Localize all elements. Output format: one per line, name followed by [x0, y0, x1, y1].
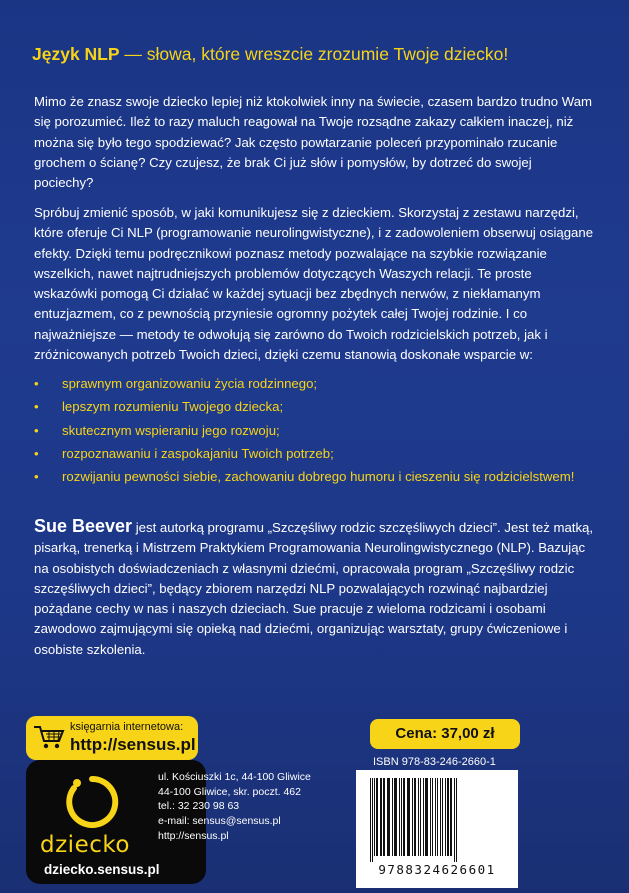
bookstore-label: księgarnia internetowa: — [70, 721, 184, 733]
barcode-bar — [403, 778, 405, 856]
price-badge: Cena: 37,00 zł — [370, 719, 520, 749]
barcode-bars — [366, 778, 508, 862]
barcode-bar — [425, 778, 428, 856]
benefit-item: • rozwijaniu pewności siebie, zachowaniu dobrego humoru i cieszeniu się rodzicielstwem! — [34, 467, 594, 487]
author-bio — [34, 516, 594, 660]
publisher-address — [158, 770, 348, 844]
barcode-digits: 9788324626601 — [378, 862, 496, 877]
barcode-bar — [432, 778, 433, 856]
barcode-bar — [383, 778, 385, 856]
dziecko-ring-logo-icon — [64, 774, 120, 830]
bookstore-url-link[interactable]: http://sensus.pl — [70, 735, 196, 754]
phone-line: tel.: 32 230 98 63 — [158, 800, 240, 813]
barcode-bar — [423, 778, 424, 856]
barcode-bar — [456, 778, 457, 862]
author-bio-text: jest autorką programu „Szczęśliwy rodzic szczęśliwych dzieci”. Jest też matką, pisarką, trenerką i Mistrzem Praktykiem Programowania Neurolingwistycznego (NLP). Bazując na osobistych doświadczeniach z własnymi dziećmi, opracowała program „Szczęśliwy rodzic szczęśliwych dzieci”, będący zbiorem narzędzi NLP pozwalających rozwinąć najbardziej pożądane cechy w nas i naszych dzieciach. Sue pracuje z wieloma rodzicami i osobami zawodowo zajmującymi się opieką nad dziećmi, organizując warsztaty, grupy ćwiczeniowe i osobiste szkolenia. — [34, 520, 594, 657]
barcode-bar — [442, 778, 443, 856]
barcode-bar — [447, 778, 449, 856]
benefit-item: • sprawnym organizowaniu życia rodzinnego; — [34, 374, 594, 394]
barcode-bar — [414, 778, 416, 856]
barcode-bar — [376, 778, 378, 856]
barcode-bar — [407, 778, 410, 856]
website-line: http://sensus.pl — [158, 829, 229, 842]
barcode — [356, 770, 518, 888]
headline-rest: — słowa, które wreszcie zrozumie Twoje dziecko! — [119, 44, 509, 64]
barcode-bar — [437, 778, 438, 856]
headline-bold: Język NLP — [32, 44, 120, 64]
intro-paragraph: Mimo że znasz swoje dziecko lepiej niż ktokolwiek inny na świecie, czasem bardzo trudno Wam się porozumieć. Ileż to razy maluch reagował na Twoje rozsądne zakazy całkiem inaczej, niż można się było tego spodziewać? Jak często powtarzanie poleceń przypominało rzucanie grochem o ścianę? Czy czujesz, że brak Ci już słów i pomysłów, by dotrzeć do swojej pociechy? — [34, 94, 593, 191]
benefits-list — [34, 374, 594, 490]
logo-wordmark: dziecko — [40, 832, 130, 858]
barcode-bar — [418, 778, 419, 856]
barcode-bar — [412, 778, 413, 856]
barcode-bar — [399, 778, 400, 856]
isbn-number: ISBN 978-83-246-2660-1 — [373, 756, 496, 768]
barcode-bar — [430, 778, 431, 856]
barcode-bar — [387, 778, 390, 856]
barcode-bar — [454, 778, 455, 862]
description-paragraph: Spróbuj zmienić sposób, w jaki komunikujesz się z dzieckiem. Skorzystaj z zestawu narzędzi, które oferuje Ci NLP (programowanie neurolingwistyczne), i z zadowoleniem obserwuj osiągane efekty. Dzięki temu podręcznikowi poznasz metody pozwalające na szybkie rozwiązanie wszelkich, nawet najtrudniejszych problemów dotyczących Waszych relacji. Te proste wskazówki pomogą Ci działać w każdej sytuacji bez zbędnych nerwów, z niekłamanym entuzjazmem, co z pewnością przyniesie ogromny pożytek całej Twojej rodzinie. I co najważniejsze — metody te odwołują się zarówno do Twoich rodzicielskich potrzeb, jak i zróżnicowanych potrzeb Twoich dzieci, dzięki czemu stanowią doskonałe wsparcie w: — [34, 205, 594, 363]
benefit-item: • rozpoznawaniu i zaspokajaniu Twoich potrzeb; — [34, 444, 594, 464]
barcode-bar — [394, 778, 397, 856]
barcode-bar — [392, 778, 393, 856]
barcode-bar — [401, 778, 402, 856]
bookstore-badge[interactable] — [26, 716, 198, 760]
barcode-bar — [445, 778, 446, 856]
barcode-bar — [450, 778, 452, 856]
barcode-bar — [440, 778, 441, 856]
barcode-bar — [420, 778, 421, 856]
logo-url: dziecko.sensus.pl — [44, 862, 160, 877]
barcode-bar — [374, 778, 375, 856]
shopping-cart-icon — [32, 722, 66, 752]
address-line: 44-100 Gliwice, skr. poczt. 462 — [158, 785, 301, 798]
author-name: Sue Beever — [34, 516, 133, 536]
benefit-item: • skutecznym wspieraniu jego rozwoju; — [34, 421, 594, 441]
barcode-bar — [372, 778, 373, 862]
benefit-item: • lepszym rozumieniu Twojego dziecka; — [34, 397, 594, 417]
address-line: ul. Kościuszki 1c, 44-100 Gliwice — [158, 771, 311, 783]
email-line: e-mail: sensus@sensus.pl — [158, 815, 281, 828]
barcode-bar — [435, 778, 436, 856]
barcode-bar — [370, 778, 371, 862]
headline — [32, 44, 612, 65]
barcode-bar — [380, 778, 382, 856]
